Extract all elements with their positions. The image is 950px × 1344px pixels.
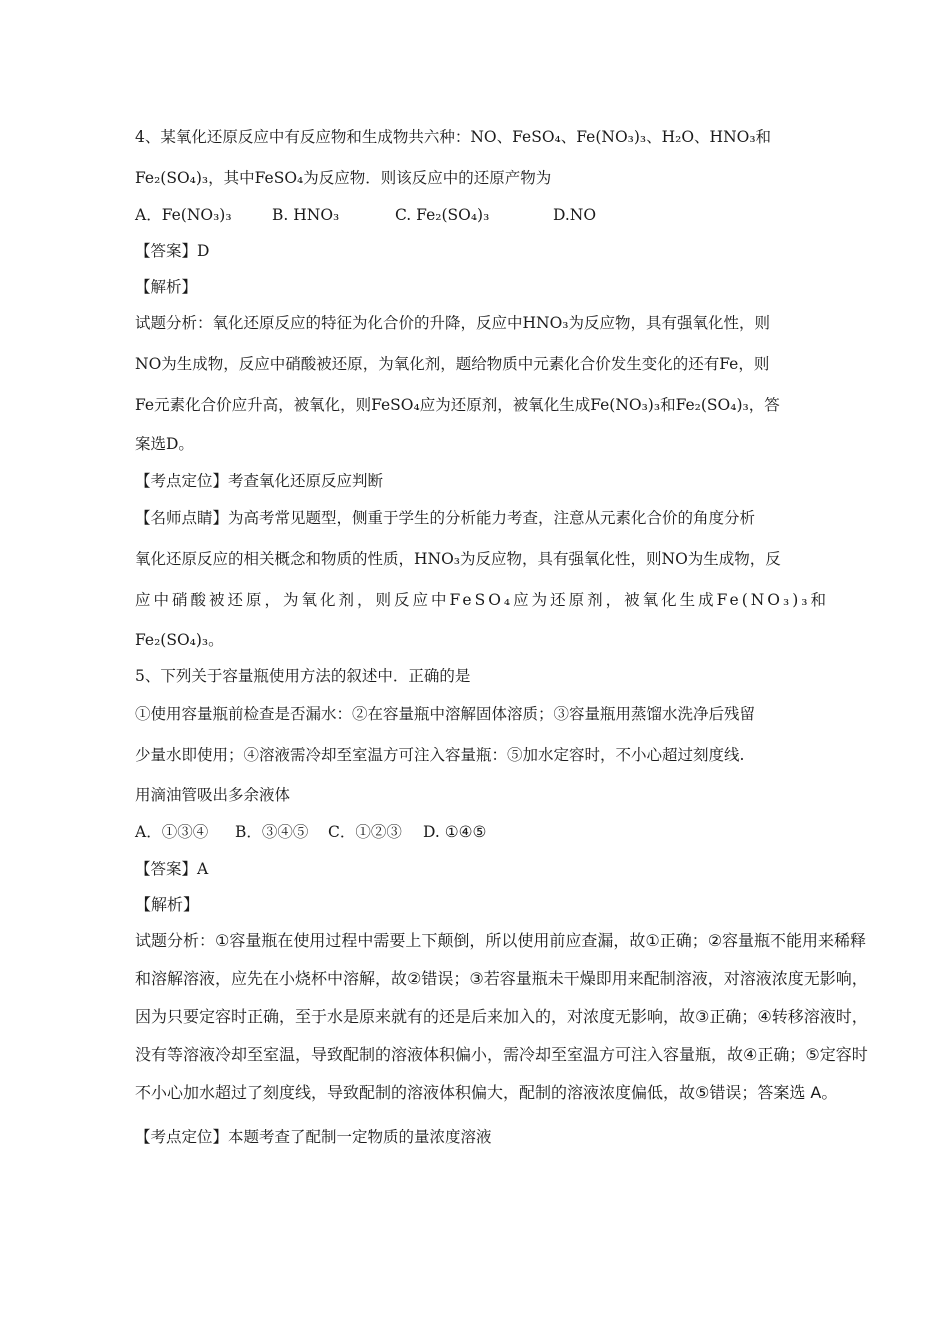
q4-teacher-line-4: Fe₂(SO₄)₃。 (135, 631, 224, 649)
q4-analysis-line-1: 试题分析：氧化还原反应的特征为化合价的升降，反应中HNO₃为反应物，具有强氧化性，则 (135, 314, 771, 332)
q5-focus: 【考点定位】本题考查了配制一定物质的量浓度溶液 (135, 1128, 492, 1146)
q5-stem-line-2: ①使用容量瓶前检查是否漏水：②在容量瓶中溶解固体溶质；③容量瓶用蒸馏水洗净后残留 (135, 705, 756, 723)
q4-focus: 【考点定位】考查氧化还原反应判断 (135, 472, 384, 490)
q4-option-d: D.NO (553, 206, 597, 224)
q4-answer: 【答案】D (135, 242, 210, 260)
q4-stem-line-2: Fe₂(SO₄)₃，其中FeSO₄为反应物．则该反应中的还原产物为 (135, 169, 552, 187)
q4-option-c: C. Fe₂(SO₄)₃ (395, 206, 490, 224)
q5-analysis-line-1: 试题分析：①容量瓶在使用过程中需要上下颠倒，所以使用前应查漏，故①正确；②容量瓶不能用来稀释 (135, 931, 867, 950)
q4-option-b: B. HNO₃ (272, 206, 340, 224)
q5-analysis-line-3: 因为只要定容时正确，至于水是原来就有的还是后来加入的，对浓度无影响，故③正确；④转移溶液时， (135, 1007, 868, 1026)
q5-option-a: A．①③④ (135, 823, 209, 841)
q5-stem-line-3: 少量水即使用；④溶液需冷却至室温方可注入容量瓶：⑤加水定容时，不小心超过刻度线. (135, 746, 745, 764)
q5-analysis-heading: 【解析】 (135, 895, 200, 914)
q4-teacher-line-1: 【名师点睛】为高考常见题型，侧重于学生的分析能力考查，注意从元素化合价的角度分析 (135, 509, 756, 527)
q5-analysis-line-2: 和溶解溶液，应先在小烧杯中溶解，故②错误；③若容量瓶未干燥即用来配制溶液，对溶液浓度无影响， (135, 969, 868, 988)
q5-option-b: B．③④⑤ (235, 823, 309, 841)
q4-option-a: A．Fe(NO₃)₃ (135, 206, 232, 224)
q5-stem-line-1: 5、下列关于容量瓶使用方法的叙述中．正确的是 (135, 667, 471, 685)
q4-analysis-line-3: Fe元素化合价应升高，被氧化，则FeSO₄应为还原剂，被氧化生成Fe(NO₃)₃和Fe₂(SO₄)₃，答 (135, 396, 780, 414)
q5-stem-line-4: 用滴油管吸出多余液体 (135, 786, 291, 804)
q4-analysis-line-2: NO为生成物，反应中硝酸被还原，为氧化剂，题给物质中元素化合价发生变化的还有Fe，则 (135, 355, 770, 373)
q4-stem-line-1: 4、某氧化还原反应中有反应物和生成物共六种：NO、FeSO₄、Fe(NO₃)₃、H₂O、HNO₃和 (135, 128, 772, 146)
q5-analysis-line-5: 不小心加水超过了刻度线，导致配制的溶液体积偏大，配制的溶液浓度偏低，故⑤错误；答案选 A。 (135, 1083, 838, 1102)
q5-options (135, 822, 486, 842)
q4-analysis-heading: 【解析】 (135, 278, 198, 296)
q5-answer: 【答案】A (135, 860, 209, 878)
q5-option-c: C．①②③ (328, 823, 402, 841)
q5-option-d: D. ①④⑤ (423, 823, 487, 841)
q4-analysis-line-4: 案选D。 (135, 435, 194, 453)
q5-analysis-line-4: 没有等溶液冷却至室温，导致配制的溶液体积偏小，需冷却至室温方可注入容量瓶，故④正确；⑤定容时 (135, 1045, 868, 1064)
q4-options (135, 205, 596, 225)
q4-teacher-line-3: 应中硝酸被还原，为氧化剂，则反应中FeSO₄应为还原剂，被氧化生成Fe(NO₃)₃和 (135, 591, 829, 609)
q4-teacher-line-2: 氧化还原反应的相关概念和物质的性质，HNO₃为反应物，具有强氧化性，则NO为生成物，反 (135, 550, 781, 568)
